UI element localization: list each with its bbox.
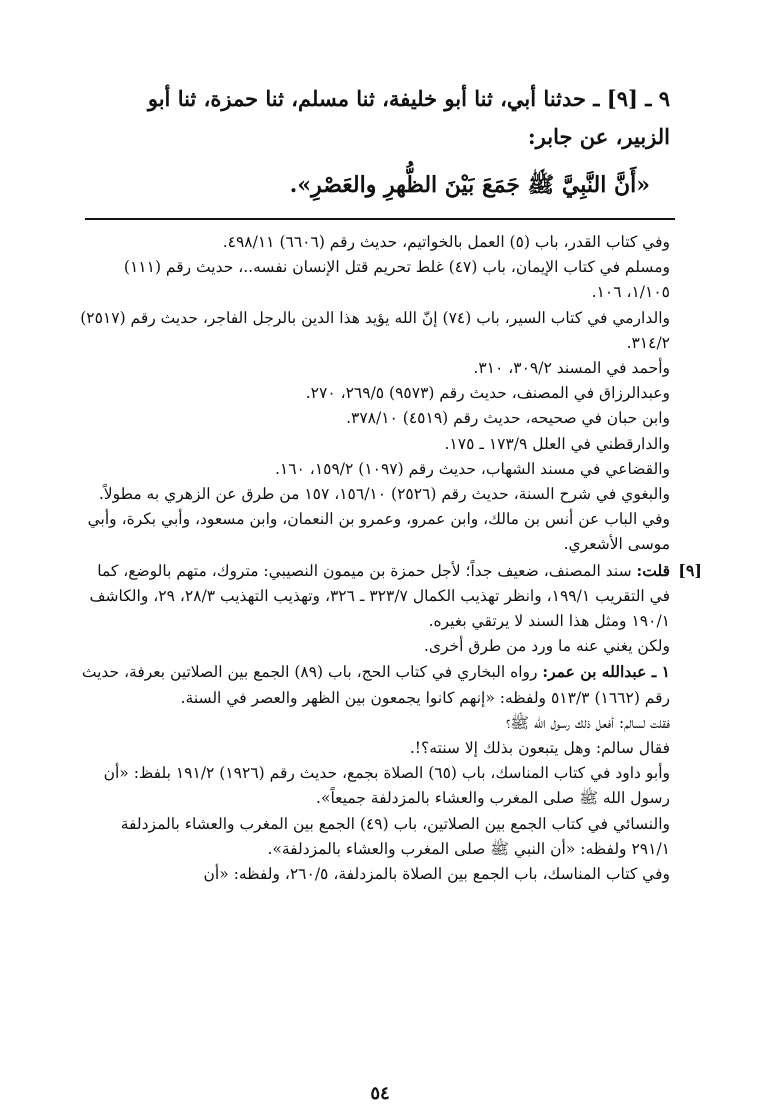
footnotes <box>80 230 702 887</box>
footnote-line: فقلت لسالم: أفعل ذلك رسول الله ﷺ؟ <box>506 713 670 732</box>
footnote-line: والبغوي في شرح السنة، حديث رقم (٢٥٢٦) ١٥٦/١٠، ١٥٧ من طرق عن الزهري به مطولاً. <box>98 485 670 504</box>
footnote-line: والقضاعي في مسند الشهاب، حديث رقم (١٠٩٧) ١٥٩/٢، ١٦٠. <box>274 459 670 478</box>
footnote-line: وعبدالرزاق في المصنف، حديث رقم (٩٥٧٣) ٢٦٩/٥، ٢٧٠. <box>305 384 670 403</box>
qult-label: قلت: <box>636 560 670 580</box>
footnote-line: والدارقطني في العلل ١٧٣/٩ ـ ١٧٥. <box>444 434 670 453</box>
footnote-line: والدارمي في كتاب السير، باب (٧٤) إنّ الله يؤيد هذا الدين بالرجل الفاجر، حديث رقم (٢٥١٧) ٣١٤/٢. <box>80 308 670 352</box>
footnote-line: ولكن يغني عنه ما ورد من طرق أخرى. <box>423 637 670 656</box>
footnote-line: والنسائي في كتاب الجمع بين الصلاتين، باب (٤٩) الجمع بين المغرب والعشاء بالمزدلفة ٢٩١/١ ولفظه: «أن النبي ﷺ صلى المغرب والعشاء بالمزدلفة». <box>120 814 670 858</box>
footnote-line: فقال سالم: وهل يتبعون بذلك إلا سنته؟!. <box>409 739 670 758</box>
footnote-marker: [٩] <box>678 560 702 580</box>
footnote-line: وأبو داود في كتاب المناسك، باب (٦٥) الصلاة بجمع، حديث رقم (١٩٢٦) ١٩١/٢ بلفظ: «أن رسول الله ﷺ صلى المغرب والعشاء بالمزدلفة جميعاً». <box>103 764 670 808</box>
footnote-ibn-umar <box>80 659 670 710</box>
footnote-divider <box>85 218 675 220</box>
footnote-line: وفي كتاب المناسك، باب الجمع بين الصلاة بالمزدلفة، ٢٦٠/٥، ولفظه: «أن <box>203 865 670 884</box>
footnote-qult <box>80 558 702 635</box>
qult-text: سند المصنف، ضعيف جداً؛ لأجل حمزة بن ميمون النصيبي: متروك، متهم بالوضع، كما في التقريب ١٩٩/١، وانظر تهذيب الكمال ٣٢٣/٧ ـ ٣٢٦، وتهذيب التهذيب ٢٨/٣، ٢٩، والكاشف ١٩٠/١ ومثل هذا السند لا يرتقي بغيره. <box>89 561 670 631</box>
footnote-line: ومسلم في كتاب الإيمان، باب (٤٧) غلط تحريم قتل الإنسان نفسه..، حديث رقم (١١١) ١/١٠٥، ١٠٦. <box>123 258 670 302</box>
footnote-line: وأحمد في المسند ٣٠٩/٢، ٣١٠. <box>473 359 670 378</box>
isnad-line-1: ٩ ـ [٩] ـ حدثنا أبي، ثنا أبو خليفة، ثنا مسلم، ثنا حمزة، ثنا أبو <box>147 86 670 111</box>
footnote-line: وفي كتاب القدر، باب (٥) العمل بالخواتيم، حديث رقم (٦٦٠٦) ٤٩٨/١١. <box>222 233 670 251</box>
footnote-line: وابن حبان في صحيحه، حديث رقم (٤٥١٩) ٣٧٨/١٠. <box>346 409 670 428</box>
ibn-umar-text: رواه البخاري في كتاب الحج، باب (٨٩) الجمع بين الصلاتين بعرفة، حديث رقم (١٦٦٢) ٥١٣/٣ ولفظه: «إنهم كانوا يجمعون بين الظهر والعصر في السنة. <box>81 663 670 707</box>
ibn-umar-label: ١ ـ عبدالله بن عمر: <box>542 662 670 682</box>
hadith-main-text <box>75 80 670 204</box>
isnad-line-2: الزبير، عن جابر: <box>527 124 670 149</box>
hadith-matn: «أَنَّ النَّبِيَّ ﷺ جَمَعَ بَيْنَ الظُّهرِ والعَصْرِ». <box>289 172 650 198</box>
page-number: ٥٤ <box>370 1083 390 1104</box>
footnote-line: وفي الباب عن أنس بن مالك، وابن عمرو، وعمرو بن النعمان، وابن مسعود، وأبي بكرة، وأبي موسى الأشعري. <box>87 510 670 554</box>
